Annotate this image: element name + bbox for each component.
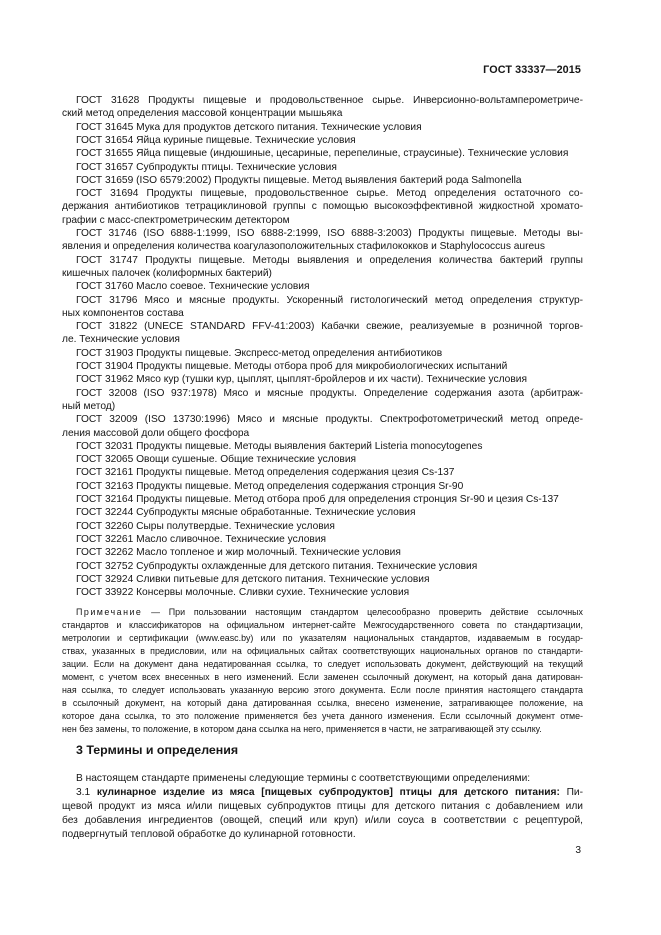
reference-continuation: кишечных палочек (колиформных бактерий) [62, 267, 272, 279]
reference-entry: ГОСТ 31962 Мясо кур (тушки кур, цыплят, цыплят-бройлеров и их части). Технические условия [76, 374, 527, 386]
reference-entry: ГОСТ 31822 (UNECE STANDARD FFV-41:2003) Кабачки свежие, реализуемые в розничной торгов- [76, 321, 583, 333]
reference-entry: ГОСТ 31694 Продукты пищевые, продовольственное сырье. Метод определения остаточного со- [76, 188, 583, 200]
note-line: которое дана ссылка, то это положение применяется без учета данного изменения. Если ссылочный документ отме- [62, 711, 583, 721]
reference-entry: ГОСТ 31659 (ISO 6579:2002) Продукты пищевые. Метод выявления бактерий рода Salmonella [76, 174, 522, 186]
term-name: кулинарное изделие из мяса [пищевых субпродуктов] птицы для детского питания: [96, 787, 560, 798]
reference-continuation: ления массовой доли общего фосфора [62, 427, 250, 439]
note-line: момент, с учетом всех внесенных в него изменений. Если заменен ссылочный документ, на который дана датирован- [62, 672, 583, 682]
reference-entry: ГОСТ 32161 Продукты пищевые. Метод определения содержания цезия Cs-137 [76, 467, 455, 479]
note-label: Примечание [76, 607, 143, 617]
reference-entry: ГОСТ 31747 Продукты пищевые. Методы выявления и определения количества бактерий группы [76, 254, 583, 266]
reference-continuation: ных компонентов состава [62, 307, 184, 319]
note-line: ная ссылка, то следует использовать указанную версию этого документа. Если после принятия настоящего стандарта [62, 685, 583, 695]
note-line: стандартов и классификаторов на официальном интернет-сайте Межгосударственного совета по стандартизации, [62, 620, 583, 630]
note-line: ствах, указанных в предисловии, или на официальных сайтах соответствующих национальных органов по стандарти- [62, 646, 583, 656]
reference-entry: ГОСТ 32163 Продукты пищевые. Метод определения содержания стронция Sr-90 [76, 480, 464, 492]
section-intro: В настоящем стандарте применены следующие термины с соответствующими определениями: [76, 773, 531, 784]
document-code-header: ГОСТ 33337—2015 [483, 64, 581, 76]
note-line: метрологии и сертификации (www.easc.by) или по указателям национальных стандартов, издаваемым в государ- [62, 633, 583, 643]
reference-entry: ГОСТ 32164 Продукты пищевые. Метод отбора проб для определения стронция Sr-90 и цезия Cs-137 [76, 494, 559, 505]
definition-text: Пи- [559, 787, 583, 798]
reference-entry: ГОСТ 31657 Субпродукты птицы. Технические условия [76, 161, 337, 173]
reference-entry: ГОСТ 32244 Субпродукты мясные обработанные. Технические условия [76, 507, 416, 519]
term-number: 3.1 [76, 787, 97, 798]
reference-entry: ГОСТ 32262 Масло топленое и жир молочный. Технические условия [76, 547, 401, 559]
reference-entry: ГОСТ 32752 Субпродукты охлажденные для детского питания. Технические условия [76, 560, 478, 572]
reference-entry: ГОСТ 31628 Продукты пищевые и продовольственное сырье. Инверсионно-вольтамперометриче- [76, 95, 583, 106]
note-line: нен без замены, то положение, в котором дана ссылка на него, применяется в части, не затрагивающей эту ссылку. [62, 724, 542, 734]
reference-entry: ГОСТ 32008 (ISO 937:1978) Мясо и мясные продукты. Определение содержания азота (арбитраж- [76, 387, 583, 399]
reference-entry: ГОСТ 31903 Продукты пищевые. Экспресс-метод определения антибиотиков [76, 347, 443, 359]
reference-continuation: ле. Технические условия [62, 334, 180, 346]
definition-line: подвергнутый тепловой обработке до кулинарной готовности. [62, 829, 356, 840]
page-number: 3 [575, 845, 581, 856]
definition-line: щевой продукт из мяса и/или пищевых субпродуктов птицы для детского питания с добавлением или [62, 801, 583, 812]
definition-line: без добавления ингредиентов (овощей, специй или круп) и/или соуса в соответствии с рецептурой, [62, 815, 583, 826]
reference-entry: ГОСТ 31760 Масло соевое. Технические условия [76, 281, 310, 293]
reference-entry: ГОСТ 32261 Масло сливочное. Технические условия [76, 533, 327, 545]
reference-entry: ГОСТ 31904 Продукты пищевые. Методы отбора проб для микробиологических испытаний [76, 361, 508, 372]
note-line [76, 606, 583, 618]
reference-continuation: графии с масс-спектрометрическим детектором [62, 214, 290, 226]
reference-entry: ГОСТ 31654 Яйца куриные пищевые. Технические условия [76, 134, 356, 146]
reference-continuation: ский метод определения массовой концентрации мышьяка [62, 108, 343, 120]
reference-entry: ГОСТ 31645 Мука для продуктов детского питания. Технические условия [76, 121, 422, 133]
reference-continuation: ный метод) [62, 400, 116, 412]
reference-entry: ГОСТ 32065 Овощи сушеные. Общие технические условия [76, 454, 357, 466]
reference-continuation: явления и определения количества коагулазоположительных стафилококков и Staphylococcus aureus [62, 241, 545, 253]
reference-entry: ГОСТ 32031 Продукты пищевые. Методы выявления бактерий Listeria monocytogenes [76, 440, 483, 452]
reference-continuation: держания антибиотиков тетрациклиновой группы с помощью высокоэффективной жидкостной хромато- [62, 201, 583, 213]
reference-entry: ГОСТ 31655 Яйца пищевые (индюшиные, цесариные, перепелиные, страусиные). Технические условия [76, 148, 569, 160]
note-text: — При пользовании настоящим стандартом целесообразно проверить действие ссылочных [142, 607, 583, 617]
reference-entry: ГОСТ 31796 Мясо и мясные продукты. Ускоренный гистологический метод определения структур- [76, 294, 583, 306]
term-definition-line [76, 786, 583, 799]
reference-entry: ГОСТ 31746 (ISO 6888-1:1999, ISO 6888-2:1999, ISO 6888-3:2003) Продукты пищевые. Методы вы- [76, 228, 583, 239]
reference-entry: ГОСТ 32924 Сливки питьевые для детского питания. Технические условия [76, 573, 430, 585]
note-line: в ссылочный документ, на который дана датированная ссылка, внесено изменение, затрагивающее положение, на [62, 698, 583, 708]
reference-entry: ГОСТ 32009 (ISO 13730:1996) Мясо и мясные продукты. Спектрофотометрический метод опреде- [76, 414, 583, 426]
note-line: зации. Если на документ дана недатированная ссылка, то следует использовать документ, действующий на текущий [62, 659, 583, 669]
reference-entry: ГОСТ 32260 Сыры полутвердые. Технические условия [76, 520, 335, 532]
reference-entry: ГОСТ 33922 Консервы молочные. Сливки сухие. Технические условия [76, 587, 410, 599]
section-title: 3 Термины и определения [76, 743, 239, 757]
